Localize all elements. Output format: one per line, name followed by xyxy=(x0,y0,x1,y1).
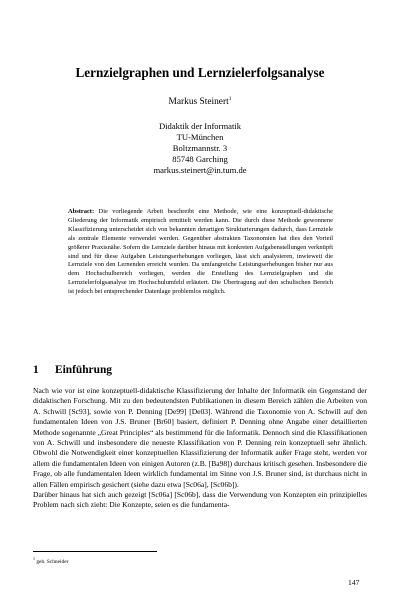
author-name: Markus Steinert xyxy=(168,97,229,108)
paragraph-2: Darüber hinaus hat sich auch gezeigt [Sc06a] [Sc06b], dass die Verwendung von Konzepten ein prinzipielles Problem nach sich zieht: Die Konzepte, seien es die fundamenta- xyxy=(33,490,367,510)
abstract-label: Abstract: xyxy=(68,208,95,215)
affiliation-street: Boltzmannstr. 3 xyxy=(172,143,228,153)
abstract xyxy=(68,208,333,297)
body-text xyxy=(33,386,367,511)
affiliation-email: markus.steinert@in.tum.de xyxy=(153,165,247,175)
author-footnote-mark: 1 xyxy=(228,96,232,102)
footnote-rule xyxy=(33,551,157,552)
section-number: 1 xyxy=(33,364,39,376)
affiliation-department: Didaktik der Informatik xyxy=(158,121,242,131)
section-heading xyxy=(33,364,112,376)
abstract-text: Die vorliegende Arbeit beschreibt eine Methode, wie eine konzeptuell-didaktische Gliederung der Informatik empirisch ermittelt werden kann. Die durch diese Methode gewonnene Klassifizierung unterscheidet sich von bekannten derartigen Strukturierungen dadurch, dass Lernziele als zentrale Elemente verwendet werden. Gegenüber abstrakten Taxonomien hat dies den Vorteil größerer Praxisnähe. Sofern die Lernziele darüber hinaus mit konkreten Aufgabenstellungen verknüpft sind und für diese Aufgaben Leistungserhebungen vorliegen, lässt sich analysieren, inwieweit die Lernziele von den Lernenden erreicht wurden. Da umfangreiche Leistungserhebungen bisher nur aus dem Hochschulbereich vorliegen, werden die Erstellung des Lernzielgraphen und die Lernzielerfolgsanalyse im Hochschulumfeld erläutert. Die Übertragung auf den schulischen Bereich ist jedoch bei entsprechender Datenlage problemlos möglich. xyxy=(68,208,333,296)
paragraph-1: Nach wie vor ist eine konzeptuell-didaktische Klassifizierung der Inhalte der Informatik ein Gegenstand der didaktischen Forschung. Mit zu den bedeutendsten Publikationen in diesem Bereich zählen die Arbeiten von A. Schwill [Sc93], sowie von P. Denning [De99] [De03]. Während die Taxonomie von A. Schwill auf den fundamentalen Ideen von J.S. Bruner [Br60] basiert, definiert P. Denning ohne Angabe einer detaillierten Methode sogenannte „Great Principles“ als bestimmend für die Informatik. Dennoch sind die Klassifikationen von A. Schwill und insbesondere die neueste Klassifikation von P. Denning rein konzeptuell sehr ähnlich. Obwohl die Notwendigkeit einer konzeptuellen Klassifizierung der Informatik außer Frage steht, werden vor allem die fundamentalen Ideen von einigen Autoren (z.B. [Ba98]) durchaus kritisch gesehen. Insbesondere die Frage, ob alle fundamentalen Ideen wirklich fundamental im Sinne von J.S. Bruner sind, ist durchaus nicht in allen Fällen empirisch gesichert (siehe dazu etwa [Sc06a], [Sc06b]). xyxy=(33,386,367,489)
footnote xyxy=(33,556,68,565)
affiliation-university: TU-München xyxy=(176,132,224,142)
footnote-mark: 1 xyxy=(33,556,35,561)
affiliation-block xyxy=(0,121,400,176)
page-number: 147 xyxy=(348,578,360,587)
affiliation-city: 85748 Garching xyxy=(172,154,228,164)
footnote-text: geb. Schneider xyxy=(36,558,69,565)
paper-title: Lernzielgraphen und Lernzielerfolgsanalyse xyxy=(75,65,325,80)
section-title: Einführung xyxy=(55,364,112,376)
author-line xyxy=(0,96,400,107)
